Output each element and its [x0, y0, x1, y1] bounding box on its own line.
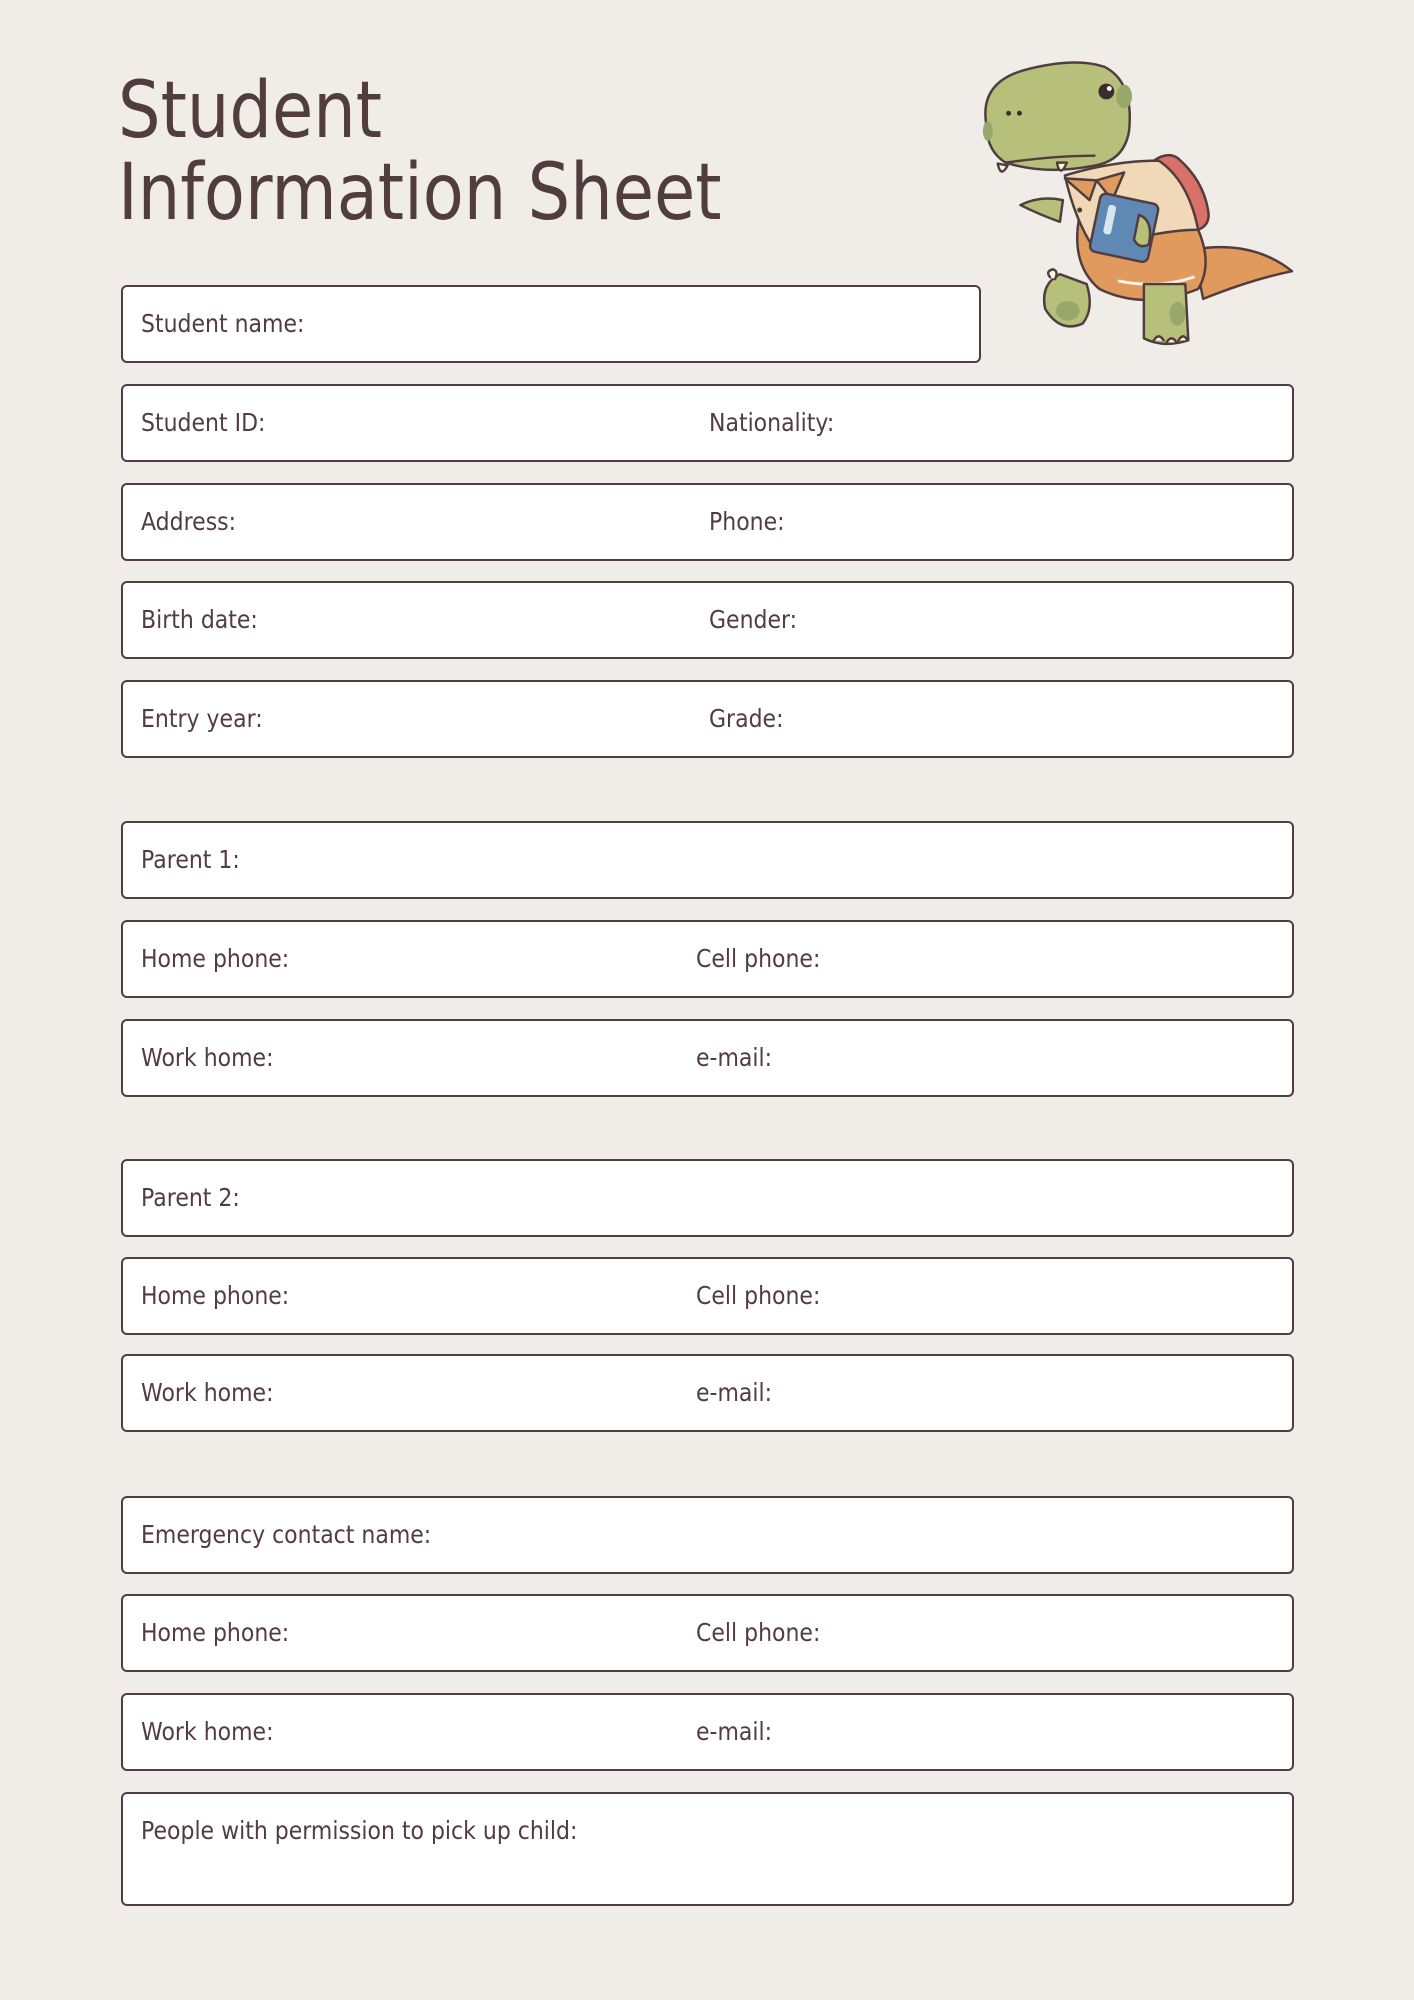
student-id-label: Student ID: [141, 408, 266, 437]
parent2-email-label: e-mail: [696, 1378, 773, 1407]
emergency-contact-label: Emergency contact name: [141, 1520, 432, 1549]
student-name-label: Student name: [141, 309, 305, 338]
parent1-email-label: e-mail: [696, 1043, 773, 1072]
pickup-permission-field[interactable] [121, 1792, 1294, 1906]
parent2-phone-row[interactable] [121, 1257, 1294, 1335]
parent2-name-field[interactable] [121, 1159, 1294, 1237]
birth-date-row[interactable] [121, 581, 1294, 659]
page-title [118, 66, 722, 238]
parent2-cell-phone-label: Cell phone: [696, 1281, 821, 1310]
emergency-work-row[interactable] [121, 1693, 1294, 1771]
nationality-label: Nationality: [709, 408, 835, 437]
emergency-cell-phone-label: Cell phone: [696, 1618, 821, 1647]
parent1-cell-phone-label: Cell phone: [696, 944, 821, 973]
address-row[interactable] [121, 483, 1294, 561]
title-line-2: Information Sheet [118, 148, 722, 238]
birth-date-label: Birth date: [141, 605, 258, 634]
gender-label: Gender: [709, 605, 798, 634]
student-id-row[interactable] [121, 384, 1294, 462]
pickup-permission-label: People with permission to pick up child: [141, 1816, 578, 1845]
emergency-phone-row[interactable] [121, 1594, 1294, 1672]
parent1-label: Parent 1: [141, 845, 240, 874]
parent1-phone-row[interactable] [121, 920, 1294, 998]
address-label: Address: [141, 507, 237, 536]
parent1-name-field[interactable] [121, 821, 1294, 899]
parent1-home-phone-label: Home phone: [141, 944, 290, 973]
entry-year-label: Entry year: [141, 704, 263, 733]
parent2-work-home-label: Work home: [141, 1378, 274, 1407]
phone-label: Phone: [709, 507, 785, 536]
emergency-email-label: e-mail: [696, 1717, 773, 1746]
title-line-1: Student [118, 66, 383, 156]
entry-year-row[interactable] [121, 680, 1294, 758]
dinosaur-student-icon [966, 52, 1302, 368]
parent2-home-phone-label: Home phone: [141, 1281, 290, 1310]
parent1-work-row[interactable] [121, 1019, 1294, 1097]
grade-label: Grade: [709, 704, 784, 733]
emergency-work-home-label: Work home: [141, 1717, 274, 1746]
parent2-label: Parent 2: [141, 1183, 240, 1212]
parent1-work-home-label: Work home: [141, 1043, 274, 1072]
emergency-name-field[interactable] [121, 1496, 1294, 1574]
emergency-home-phone-label: Home phone: [141, 1618, 290, 1647]
student-name-field[interactable] [121, 285, 981, 363]
parent2-work-row[interactable] [121, 1354, 1294, 1432]
